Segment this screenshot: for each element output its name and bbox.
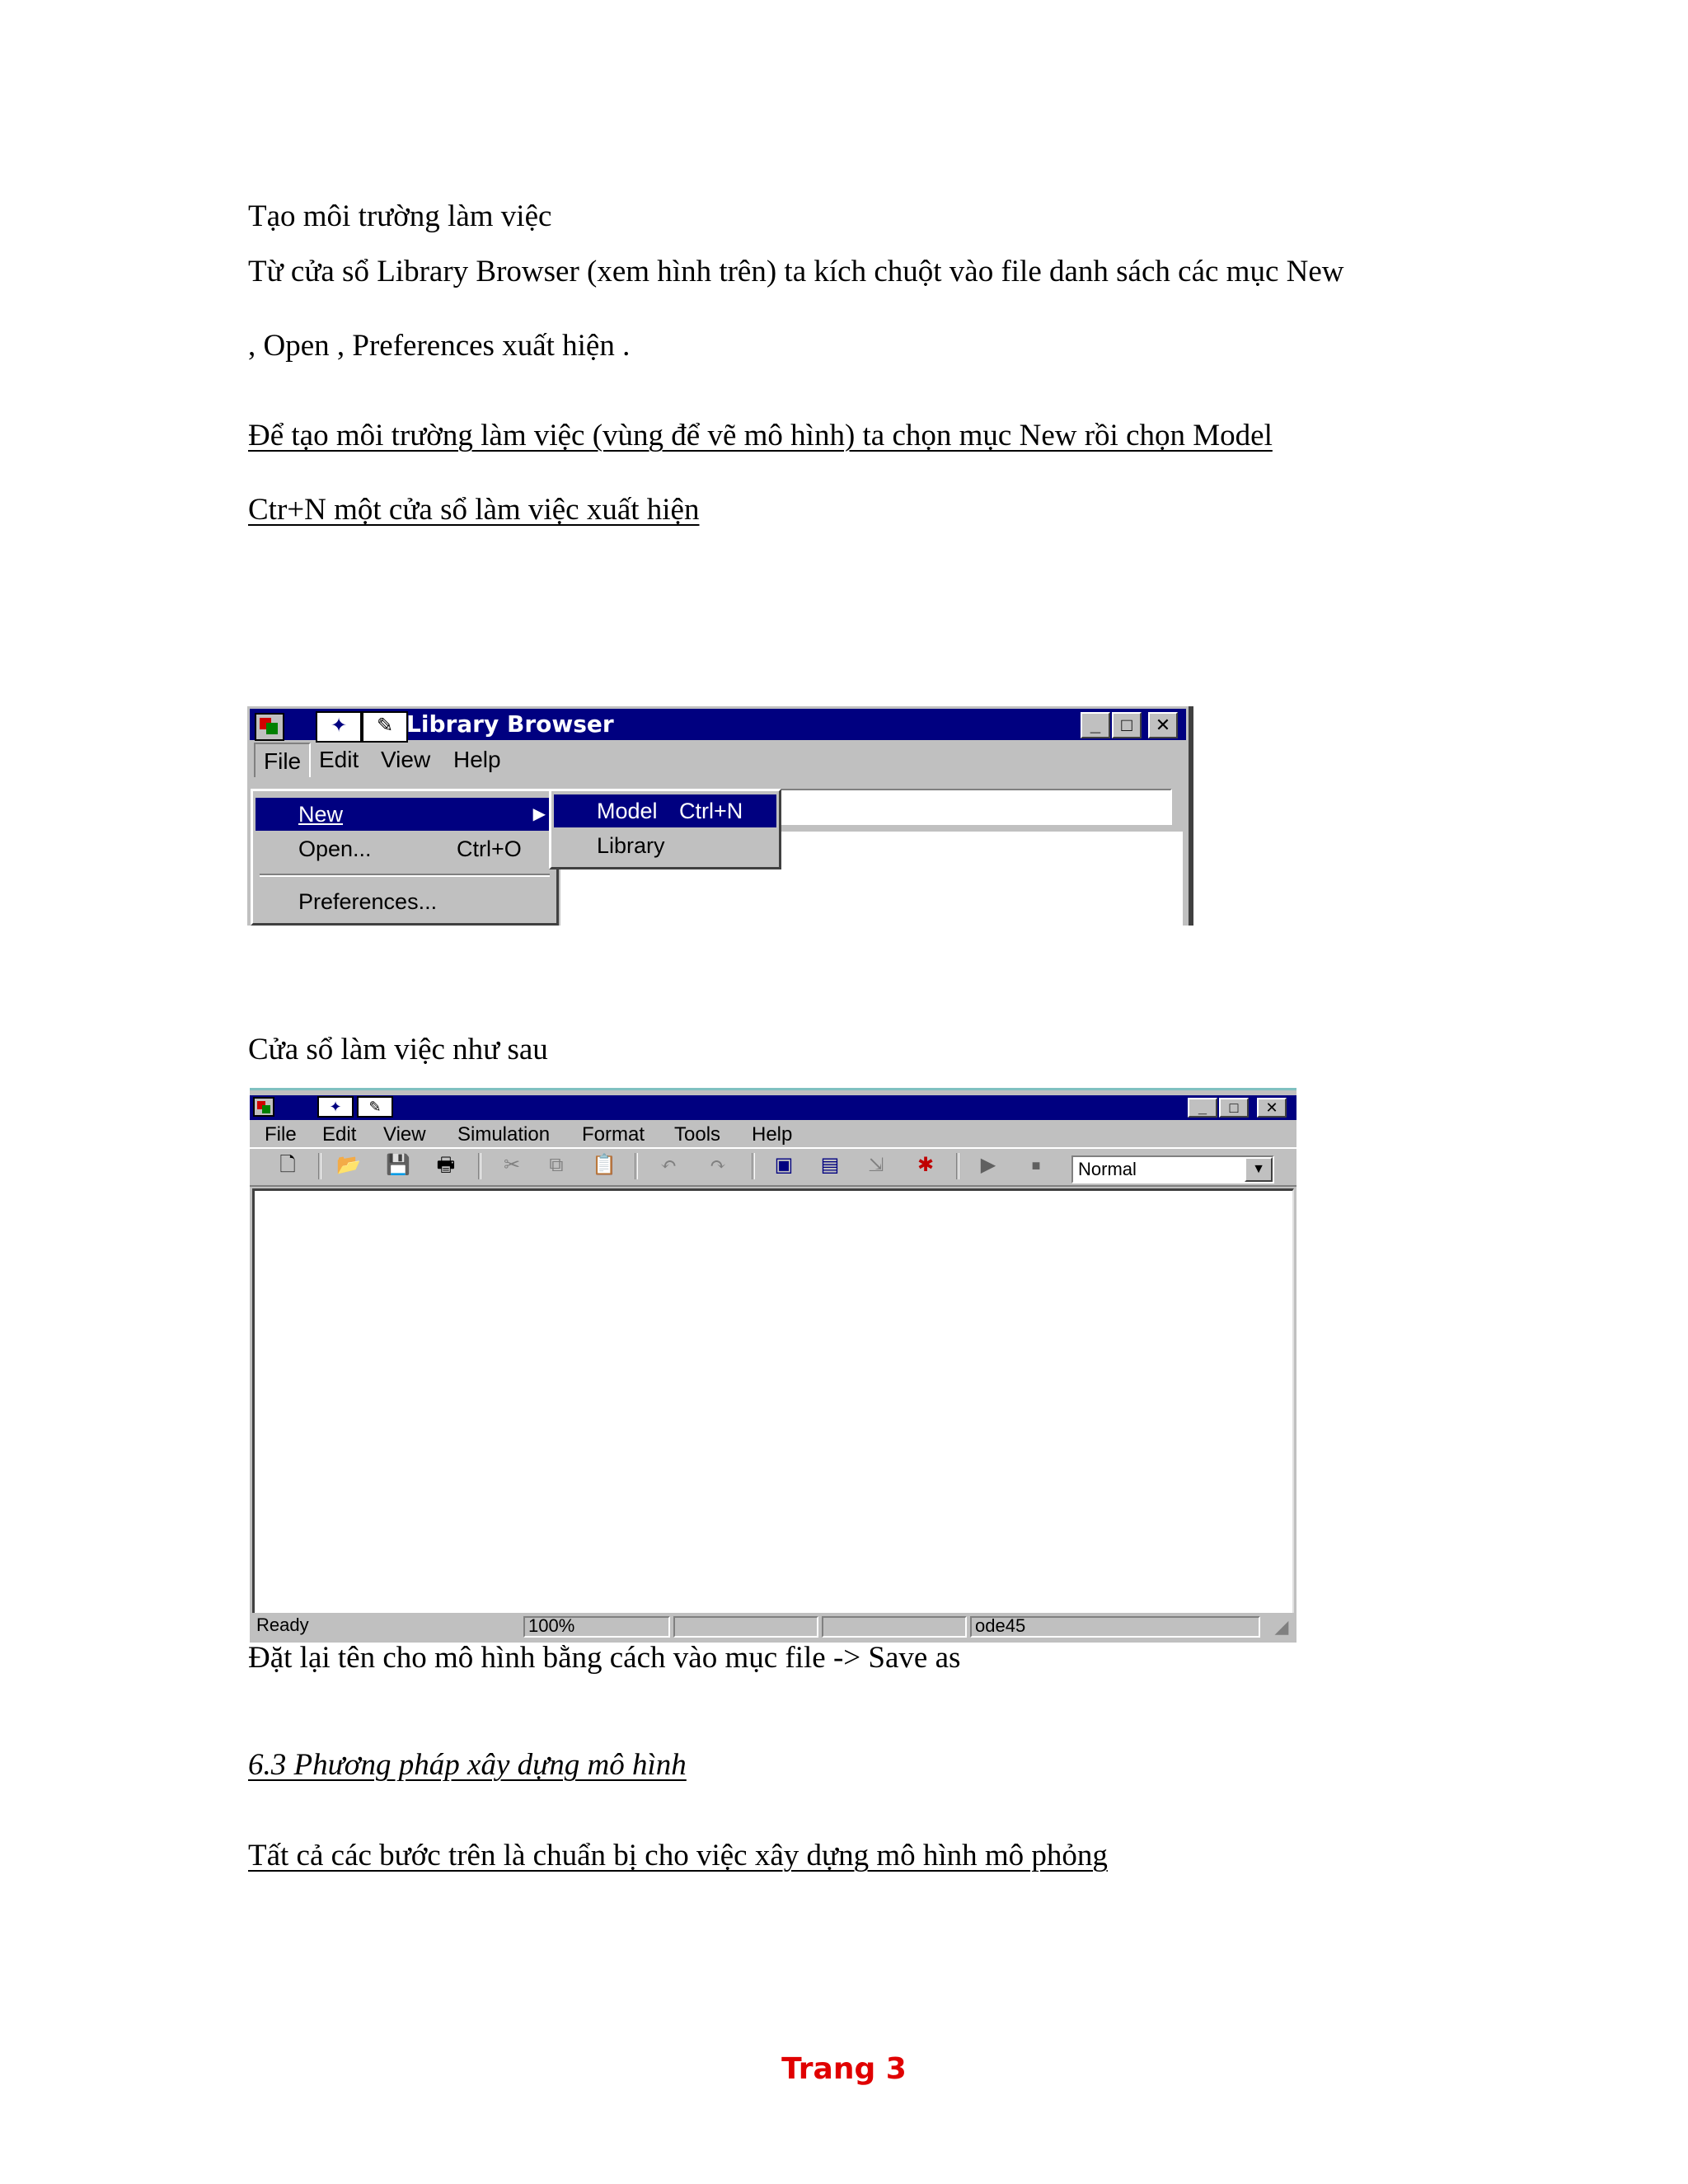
simulink-app-icon: [253, 1097, 274, 1117]
library-icon: ✎: [362, 711, 408, 743]
menu-file[interactable]: File: [265, 1123, 297, 1146]
submenu-arrow-icon: ▶: [532, 805, 546, 823]
close-button[interactable]: ✕: [1148, 712, 1178, 738]
menu-simulation[interactable]: Simulation: [457, 1123, 551, 1146]
status-solver: ode45: [970, 1616, 1260, 1638]
status-field-4: [822, 1616, 967, 1638]
chevron-down-icon[interactable]: ▼: [1245, 1157, 1273, 1182]
model-icon: ✦: [317, 1096, 354, 1118]
library-browser-titlebar: [247, 706, 1189, 743]
undo-icon[interactable]: ↶: [659, 1155, 678, 1176]
final-line: Tất cả các bước trên là chuẩn bị cho việc xây dựng mô hình mô phỏng: [248, 1839, 1108, 1872]
menu-separator: [260, 874, 550, 877]
status-bar: [250, 1613, 1296, 1640]
file-menu-popup: [251, 789, 559, 926]
new-file-icon[interactable]: 🗋: [279, 1155, 296, 1176]
save-icon[interactable]: 💾: [386, 1155, 410, 1176]
library-browser-icon[interactable]: ▣: [774, 1155, 794, 1176]
model-window-titlebar: [250, 1095, 1296, 1120]
debug-icon[interactable]: ✱: [917, 1155, 935, 1176]
cut-icon[interactable]: ✂: [503, 1155, 521, 1176]
page-footer: Trang 3: [781, 2052, 907, 2086]
menu-format[interactable]: Format: [582, 1123, 645, 1146]
simulink-app-icon: [255, 713, 284, 741]
maximize-button[interactable]: □: [1219, 1098, 1249, 1118]
model-window-menubar: [250, 1120, 1296, 1150]
close-button[interactable]: ✕: [1257, 1098, 1287, 1118]
status-ready: Ready: [256, 1615, 309, 1635]
caption-workspace: Cửa sổ làm việc như sau: [248, 1033, 548, 1066]
resize-grip-icon[interactable]: ◢: [1274, 1616, 1289, 1637]
status-zoom: 100%: [523, 1616, 670, 1638]
menu-item-open[interactable]: Open... Ctrl+O: [298, 837, 522, 861]
minimize-button[interactable]: _: [1081, 712, 1110, 738]
toolbar-separator: [956, 1153, 959, 1179]
toolbar-separator: [752, 1153, 755, 1179]
rename-instruction: Đặt lại tên cho mô hình bằng cách vào mục file -> Save as: [248, 1641, 961, 1675]
toolbar-separator: [478, 1153, 481, 1179]
section-title: 6.3 Phương pháp xây dựng mô hình: [248, 1748, 687, 1782]
menu-edit[interactable]: Edit: [319, 747, 359, 772]
redo-icon[interactable]: ↷: [709, 1155, 727, 1176]
menu-edit[interactable]: Edit: [322, 1123, 357, 1146]
paragraph-2-line-1: Để tạo môi trường làm việc (vùng để vẽ mô hình) ta chọn mục New rồi chọn Model: [248, 419, 1273, 452]
paragraph-1-line-2: , Open , Preferences xuất hiện .: [248, 329, 631, 363]
menu-item-library[interactable]: Library: [597, 833, 665, 858]
stop-simulation-icon[interactable]: ■: [1031, 1157, 1041, 1174]
paste-icon[interactable]: 📋: [592, 1155, 617, 1176]
menu-tools[interactable]: Tools: [674, 1123, 721, 1146]
copy-icon[interactable]: ⧉: [549, 1155, 564, 1176]
paragraph-1-line-1: Từ cửa sổ Library Browser (xem hình trên) ta kích chuột vào file danh sách các mục New: [248, 255, 1344, 288]
simulation-mode-value: Normal: [1078, 1159, 1137, 1179]
library-icon: ✎: [357, 1096, 393, 1118]
menu-view[interactable]: View: [381, 747, 431, 772]
start-simulation-icon[interactable]: ▶: [980, 1155, 996, 1176]
menu-view[interactable]: View: [383, 1123, 426, 1146]
paragraph-2-line-2: Ctr+N một cửa sổ làm việc xuất hiện: [248, 493, 700, 527]
model-canvas[interactable]: [252, 1188, 1294, 1613]
heading: Tạo môi trường làm việc: [248, 199, 552, 233]
minimize-button[interactable]: _: [1188, 1098, 1217, 1118]
menu-help[interactable]: Help: [453, 747, 501, 772]
menu-item-model[interactable]: Model Ctrl+N: [554, 794, 776, 827]
status-field-3: [673, 1616, 818, 1638]
library-browser-screenshot: [247, 706, 1193, 926]
maximize-button[interactable]: □: [1112, 712, 1142, 738]
go-to-parent-icon[interactable]: ⇲: [867, 1155, 885, 1176]
model-icon: ✦: [316, 711, 362, 743]
new-submenu-popup: [549, 789, 781, 869]
menu-item-new[interactable]: New ▶: [256, 798, 554, 831]
library-browser-menubar: [247, 743, 1189, 777]
menu-item-preferences[interactable]: Preferences...: [298, 889, 438, 914]
toolbar-separator: [318, 1153, 321, 1179]
print-icon[interactable]: 🖶: [436, 1155, 456, 1176]
toolbar-separator: [635, 1153, 638, 1179]
toggle-model-browser-icon[interactable]: ▤: [820, 1155, 840, 1176]
open-folder-icon[interactable]: 📂: [336, 1155, 361, 1176]
simulation-mode-select[interactable]: [1071, 1155, 1274, 1183]
menu-file[interactable]: File: [254, 743, 311, 777]
library-browser-title: Library Browser: [406, 710, 614, 738]
menu-help[interactable]: Help: [752, 1123, 793, 1146]
